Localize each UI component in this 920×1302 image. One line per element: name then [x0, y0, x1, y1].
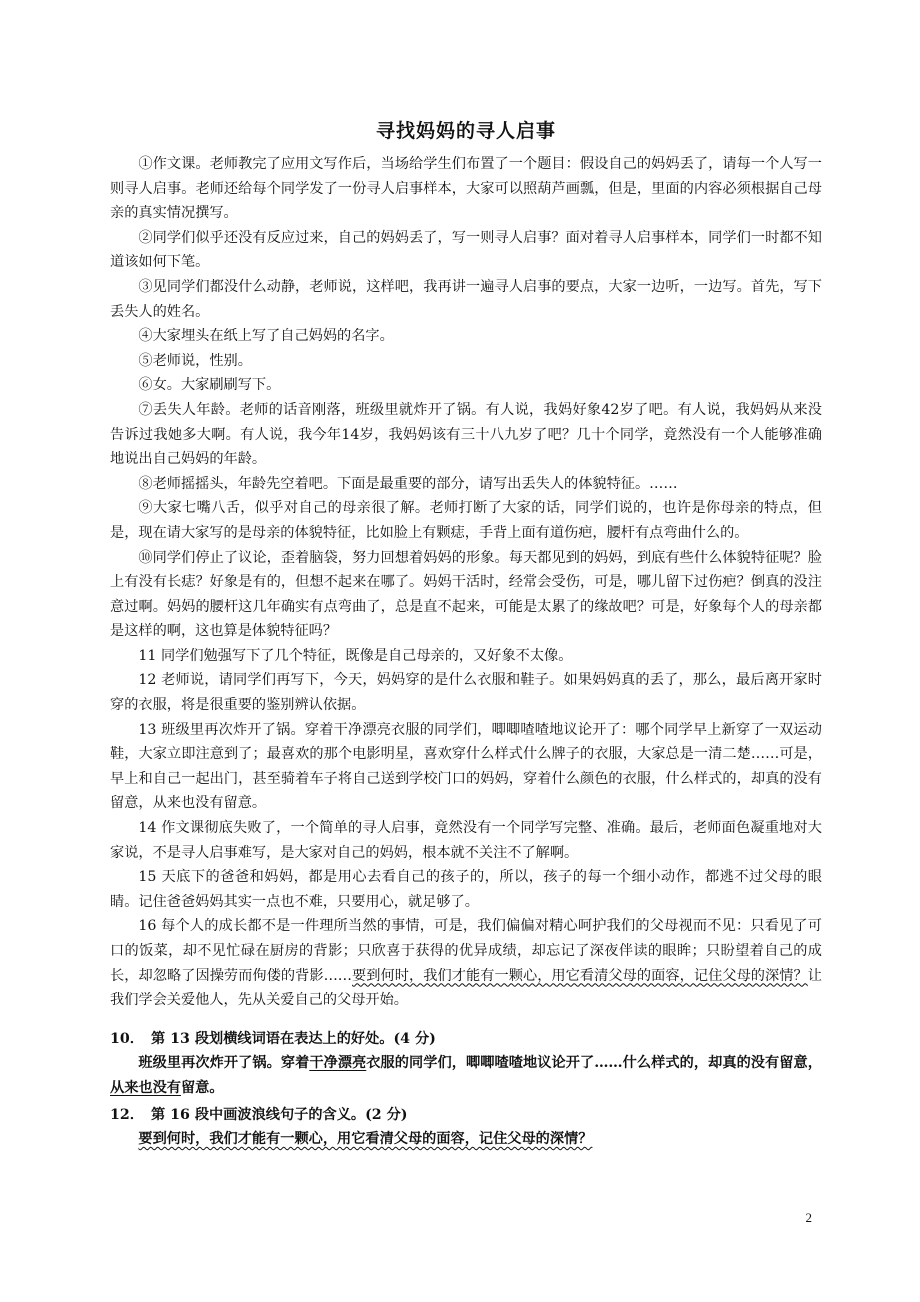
page-number: 2: [805, 1210, 812, 1225]
wavy-underlined-sentence: 要到何时，我们才能有一颗心，用它看清父母的面容，记住父母的深情？: [352, 967, 808, 984]
paragraph-2: ②同学们似乎还没有反应过来，自己的妈妈丢了，写一则寻人启事？面对着寻人启事样本，同学们一时都不知道该如何下笔。: [110, 229, 822, 271]
question-12-excerpt: [110, 1127, 822, 1152]
question-section: [110, 1027, 822, 1152]
wavy-underlined-sentence: 要到何时，我们才能有一颗心，用它看清父母的面容，记住父母的深情？: [138, 1131, 593, 1148]
paragraph-6: ⑥女。大家刷刷写下。: [138, 377, 281, 394]
article-title: 寻找妈妈的寻人启事: [375, 120, 556, 142]
paragraph-9: ⑨大家七嘴八舌，似乎对自己的母亲很了解。老师打断了大家的话，同学们说的，也许是你母亲的特点，但是，现在请大家写的是母亲的体貌特征，比如脸上有颗痣，手背上面有道伤疤，腰杆有点弯曲什么的。: [110, 500, 822, 541]
paragraph-1: ①作文课。老师教完了应用文写作后，当场给学生们布置了一个题目：假设自己的妈妈丢了，请每一个人写一则寻人启事。老师还给每个同学发了一份寻人启事样本，大家可以照葫芦画瓢，但是，里面的内容必须根据自己母亲的真实情况撰写。: [110, 156, 822, 222]
paragraph-8: ⑧老师摇摇头，年龄先空着吧。下面是最重要的部分，请写出丢失人的体貌特征。……: [138, 475, 678, 492]
paragraph-12: 12 老师说，请同学们再写下，今天，妈妈穿的是什么衣服和鞋子。如果妈妈真的丢了，那么，最后离开家时穿的衣服，将是很重要的鉴别辨认依据。: [110, 672, 822, 714]
article-body: [110, 152, 822, 1013]
excerpt-text: 班级里再次炸开了锅。穿着: [138, 1055, 310, 1072]
question-10-heading: 10． 第 13 段划横线词语在表达上的好处。(4 分): [110, 1030, 436, 1047]
paragraph-10: ⑩同学们停止了议论，歪着脑袋，努力回想着妈妈的形象。每天都见到的妈妈，到底有些什么体貌特征呢？脸上有没有长痣？好象是有的，但想不起来在哪了。妈妈干活时，经常会受伤，可是，哪儿留下过伤疤？倒真的没注意过啊。妈妈的腰杆这几年确实有点弯曲了，总是直不起来，可能是太累了的缘故吧？可是，好象每个人的母亲都是这样的啊，这也算是体貌特征吗？: [110, 549, 822, 640]
paragraph-13: 13 班级里再次炸开了锅。穿着干净漂亮衣服的同学们，唧唧喳喳地议论开了：哪个同学早上新穿了一双运动鞋，大家立即注意到了；最喜欢的那个电影明星，喜欢穿什么样式什么牌子的衣服，大家总是一清二楚……可是，早上和自己一起出门，甚至骑着车子将自己送到学校门口的妈妈，穿着什么颜色的衣服，什么样式的，却真的没有留意，从来也没有留意。: [110, 721, 822, 812]
document-page: [110, 118, 822, 1152]
paragraph-3: ③见同学们都没什么动静，老师说，这样吧，我再讲一遍寻人启事的要点，大家一边听，一边写。首先，写下丢失人的姓名。: [110, 278, 822, 320]
underlined-phrase: 干净漂亮: [309, 1055, 367, 1072]
paragraph-16-text: 16 每个人的成长都不是一件理所当然的事情，可是，我们偏偏对精心呵护我们的父母视而不见：只看见了可口的饭菜，却不见忙碌在厨房的背影；只欣喜于获得的优异成绩，却忘记了深夜伴读的眼眸；只盼望着自己的成长，却忽略了因操劳而佝偻的背影……: [110, 918, 822, 984]
paragraph-16: [110, 914, 822, 1012]
paragraph-14: 14 作文课彻底失败了，一个简单的寻人启事，竟然没有一个同学写完整、准确。最后，老师面色凝重地对大家说，不是寻人启事难写，是大家对自己的妈妈，根本就不关注不了解啊。: [110, 820, 822, 861]
paragraph-16-ending: 让我们学会关爱他人，先从关爱自己的父母开始。: [110, 967, 822, 1009]
paragraph-7: ⑦丢失人年龄。老师的话音刚落，班级里就炸开了锅。有人说，我妈好象42岁了吧。有人说，我妈妈从来没告诉过我她多大啊。有人说，我今年14岁，我妈妈该有三十八九岁了吧？几十个同学，竟然没有一个人能够准确地说出自己妈妈的年龄。: [110, 401, 822, 468]
excerpt-text: 衣服的同学们，唧唧喳喳地议论开了……什么样式的，却真的没有留意，: [366, 1055, 822, 1072]
underlined-phrase: 从来也没有: [110, 1079, 181, 1096]
paragraph-15: 15 天底下的爸爸和妈妈，都是用心去看自己的孩子的，所以，孩子的每一个细小动作，都逃不过父母的眼睛。记住爸爸妈妈其实一点也不难，只要用心，就足够了。: [110, 869, 822, 910]
excerpt-text: 留意。: [180, 1079, 224, 1096]
question-10-excerpt: [110, 1051, 822, 1100]
paragraph-5: ⑤老师说，性别。: [138, 352, 252, 369]
paragraph-11: 11 同学们勉强写下了几个特征，既像是自己母亲的，又好象不太像。: [138, 647, 573, 664]
question-12-heading: 12． 第 16 段中画波浪线句子的含义。(2 分): [110, 1106, 408, 1123]
paragraph-4: ④大家埋头在纸上写了自己妈妈的名字。: [138, 328, 394, 345]
